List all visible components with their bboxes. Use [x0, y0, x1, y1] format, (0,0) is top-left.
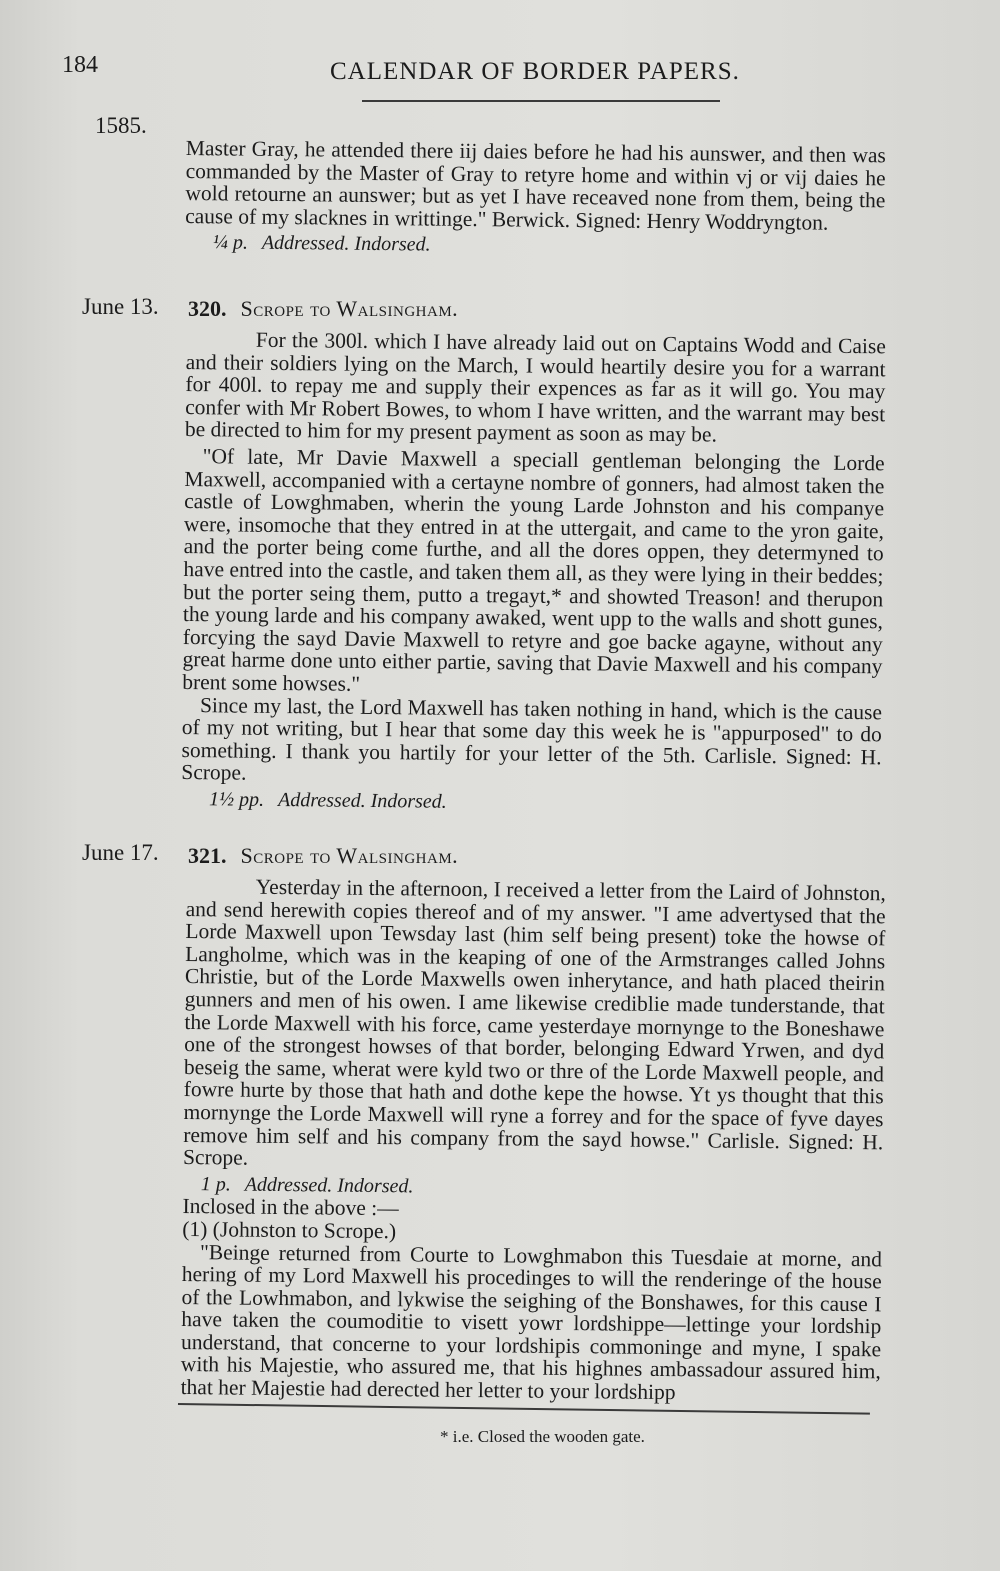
year-marker: 1585.: [95, 113, 147, 138]
entry-321-note-text: Addressed. Indorsed.: [244, 1173, 414, 1198]
inclosure-title: (1) (Johnston to Scrope.): [182, 1216, 397, 1244]
entry-320-date: June 13.: [82, 294, 159, 319]
intro-note-size: ¼ p.: [212, 231, 249, 255]
entry-320-title: Scrope to Walsingham.: [240, 296, 459, 321]
intro-note: [213, 232, 885, 262]
entry-321-body: [181, 875, 886, 1406]
header-rule: [362, 100, 720, 102]
entry-320-note: [209, 788, 881, 818]
footnote: * i.e. Closed the wooden gate.: [440, 1427, 645, 1446]
intro-paragraph: Master Gray, he attended there iij daies before he had his aunswer, and then was commanded by the Master of Gray to retyre home and within vj or vij daies he wold retourne an aunswer; but as yet I have receaved none from them, being the cause of my slacknes in writtinge." Berwick. Signed: Henry Woddryngton.: [185, 136, 886, 235]
entry-320-note-text: Addressed. Indorsed.: [277, 788, 447, 813]
entry-320-paragraph-1: For the 300l. which I have already laid out on Captains Wodd and Caise and their soldiers lying on the March, I would heartily desire you for a warrant for 400l. to repay me and supply their expences as far as it will go. You may confer with Mr Robert Bowes, to whom I have written, and the warrant may best be directed to him for my present payment as soon as may be.: [184, 327, 886, 447]
inclosure-label: Inclosed in the above :—: [182, 1194, 399, 1221]
entry-320-number: 320.: [188, 296, 227, 321]
entry-320-paragraph-2: "Of late, Mr Davie Maxwell a speciall gentleman belonging the Lorde Maxwell, accompanied with a certayne nombre of gonners, had almost taken the castle of Lowghmaben, wherin the young Larde Johnston and his companye were, insomoche that they entred in at the uttergait, and came to the yron gaite, and the porter being come furthe, and all the dores oppen, they determyned to have entred into the castle, and taken them all, as they were lying in their beddes; but the porter seing them, putto a tregayt,* and showted Treason! and therupon the young larde and his company awaked, went upp to the walls and shott gunes, forcying the sayd Davie Maxwell to retyre and goe backe agayne, without any great harme done unto either partie, saving that Davie Maxwell and his company brent some howses.": [182, 444, 885, 696]
entry-320-heading: [188, 296, 458, 322]
intro-note-text: Addressed. Indorsed.: [261, 232, 431, 256]
entry-321-note-size: 1 p.: [200, 1172, 231, 1196]
entry-320-note-size: 1½ pp.: [208, 788, 265, 811]
entry-321-date: June 17.: [82, 840, 159, 865]
running-title: CALENDAR OF BORDER PAPERS.: [330, 58, 740, 85]
intro-block: [185, 137, 886, 261]
entry-321-title: Scrope to Walsingham.: [240, 843, 459, 868]
entry-320-paragraph-3: Since my last, the Lord Maxwell has taken nothing in hand, which is the cause of my not writing, but I hear that some day this week he is "appurposed" to do something. I thank you hartily for your letter of the 5th. Carlisle. Signed: H. Scrope.: [181, 692, 883, 785]
entry-321-number: 321.: [188, 843, 227, 868]
inclosure-letter: "Beinge returned from Courte to Lowghmabon this Tuesdaie at morne, and hering of my Lord Maxwell his procedinges to will the renderinge of the house of the Lowhmabon, and lykwise the seighing of the Bonshawes, for this cause I have taken the coumoditie to visett yowr lordshippe—lettinge your lordship understand, that concerne to your lordshipis commoninge and myne, I spake with his Majestie, who assured me, that his highnes ambassadour assured him, that her Majestie had derected her letter to your lordshipp: [180, 1239, 883, 1405]
page-number: 184: [62, 52, 98, 78]
entry-321-heading: [188, 843, 458, 869]
entry-320-body: [181, 328, 886, 818]
entry-321-paragraph-1: Yesterday in the afternoon, I received a letter from the Laird of Johnston, and send herewith copies thereof and of my answer. "I ame advertysed that the Lorde Maxwell upon Tewsday last (him self being present) toke the howse of Langholme, which was in the keaping of one of the Armstranges called Johns Christie, but of the Lorde Maxwells owen inherytance, and hath placed theirin gunners and men of his owen. I ame likewise crediblie made tunderstande, that the Lorde Maxwell with his force, came yesterdaye mornynge to the Boneshawe one of the strongest howses of that border, belonging Edward Yrwen, and dyd beseig the same, wherat were kyld two or thre of the Lorde Maxwell people, and fowre hurte by those that hath and dothe kepe the howse. Yt ys thought that this mornynge the Lorde Maxwell will ryne a forrey and for the space of fyve dayes remove him self and his company from the sayd howse." Carlisle. Signed: H. Scrope.: [182, 874, 886, 1170]
